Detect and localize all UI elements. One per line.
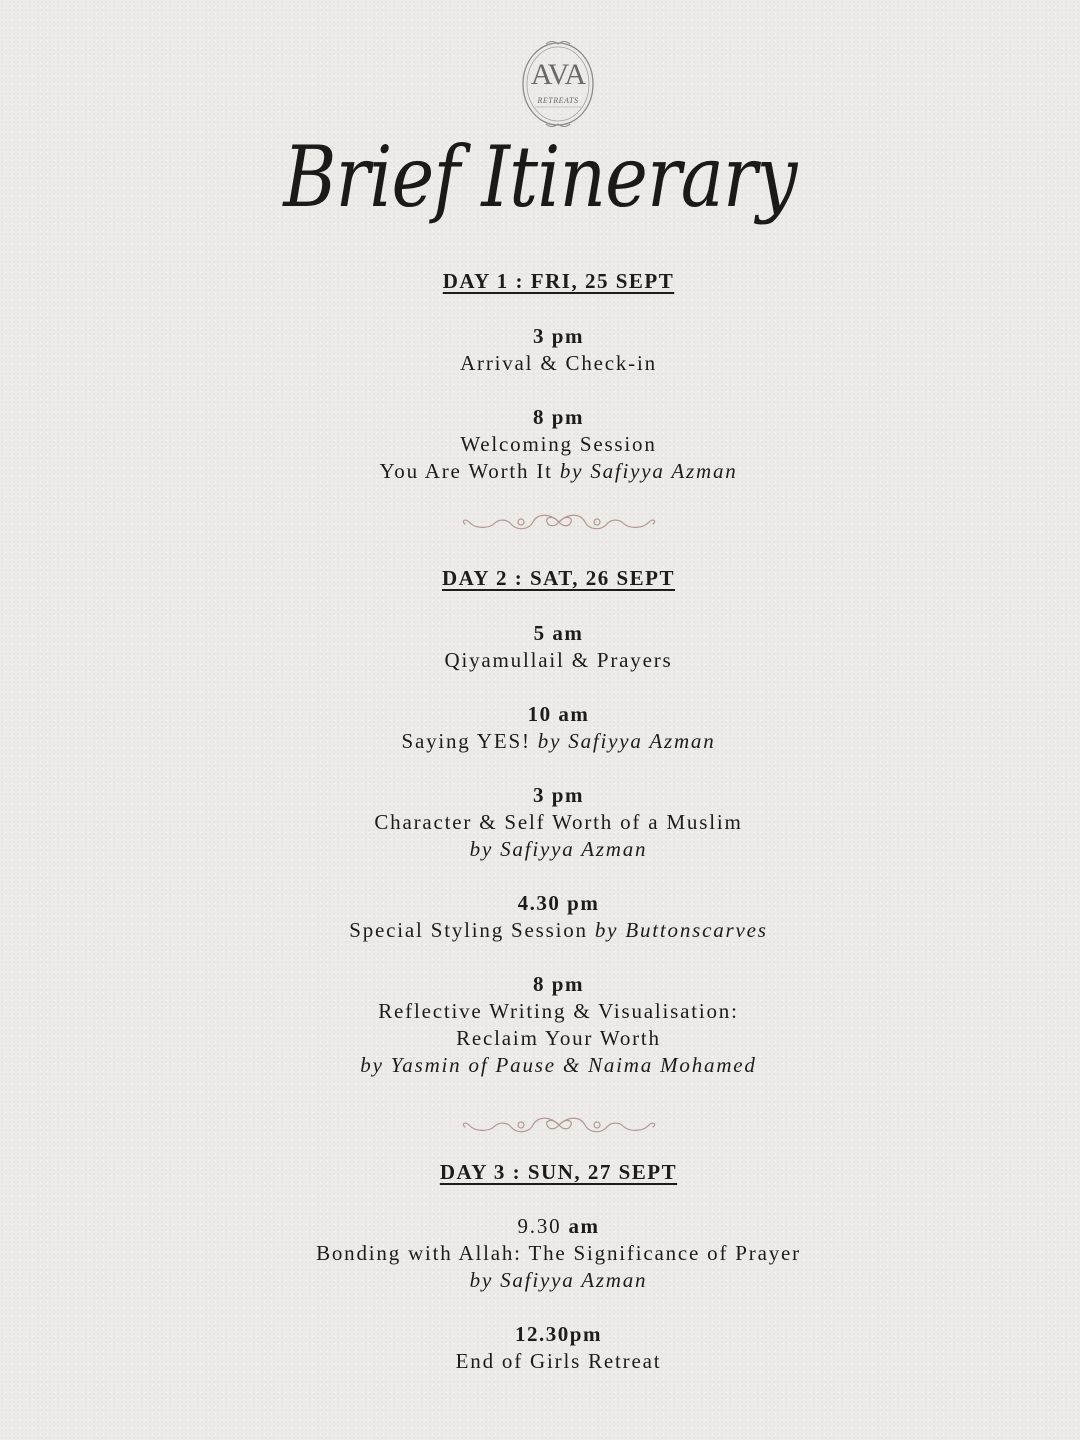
day2-event5-subtitle: Reclaim Your Worth (456, 1026, 661, 1050)
day2-event3-speaker: by Safiyya Azman (469, 837, 648, 861)
day2-event4-title (0, 918, 1080, 943)
speaker-credit: by Safiyya Azman (559, 459, 738, 483)
logo-wordmark: AVA (530, 58, 586, 91)
day3-event2-time: 12.30pm (515, 1322, 602, 1346)
day3-event1-speaker: by Safiyya Azman (469, 1268, 648, 1292)
day1-event1-title: Arrival & Check-in (460, 351, 657, 375)
flourish-divider-icon (461, 1112, 657, 1138)
session-name: You Are Worth It (379, 459, 560, 483)
day2-heading: DAY 2 : SAT, 26 SEPT (441, 566, 676, 590)
day2-event2-time: 10 am (527, 702, 590, 726)
day3-event2-title: End of Girls Retreat (455, 1349, 662, 1373)
day2-event3-time: 3 pm (533, 783, 584, 807)
session-name: Special Styling Session (349, 918, 595, 942)
day3-event1-title: Bonding with Allah: The Significance of Prayer (316, 1241, 801, 1265)
page-title: Brief Itinerary (283, 128, 797, 226)
day2-event5-title: Reflective Writing & Visualisation: (378, 999, 739, 1023)
day2-event4-time: 4.30 pm (517, 891, 600, 915)
day1-event2-title: Welcoming Session (460, 432, 657, 456)
time-unit: am (568, 1214, 600, 1238)
day2-event3-title: Character & Self Worth of a Muslim (374, 810, 743, 834)
day2-event5-time: 8 pm (533, 972, 584, 996)
speaker-credit: by Safiyya Azman (537, 729, 716, 753)
flourish-divider-icon (461, 509, 657, 535)
day2-event2-title (0, 729, 1080, 754)
day2-event1-time: 5 am (533, 621, 584, 645)
logo-subtitle: RETREATS (537, 96, 579, 105)
day1-event2-time: 8 pm (533, 405, 584, 429)
session-name: Saying YES! (401, 729, 538, 753)
speaker-credit: by Buttonscarves (594, 918, 768, 942)
day2-event5-speaker: by Yasmin of Pause & Naima Mohamed (360, 1053, 757, 1077)
ava-retreats-logo (519, 38, 597, 130)
day3-event1-time (0, 1214, 1080, 1239)
day1-heading: DAY 1 : FRI, 25 SEPT (442, 269, 675, 293)
day1-event1-time: 3 pm (533, 324, 584, 348)
day3-heading: DAY 3 : SUN, 27 SEPT (439, 1160, 678, 1184)
time-value: 9.30 (517, 1214, 569, 1238)
day2-event1-title: Qiyamullail & Prayers (444, 648, 673, 672)
day1-event2-detail (0, 459, 1080, 484)
